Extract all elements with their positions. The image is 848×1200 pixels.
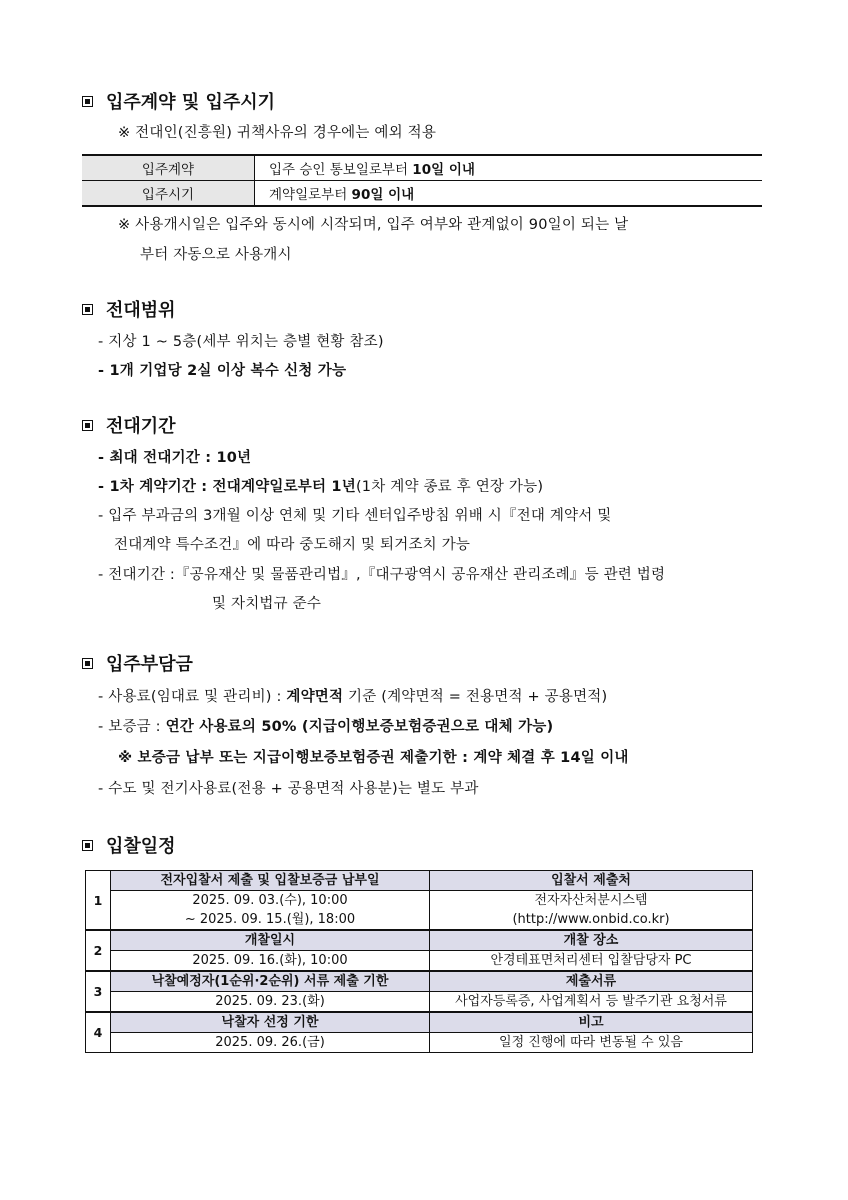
row-number: 4 [86,1012,111,1053]
scope-item: - 1개 기업당 2실 이상 복수 신청 가능 [98,363,347,379]
column-header: 비고 [430,1012,753,1033]
usage-note-line1: ※ 사용개시일은 입주와 동시에 시작되며, 입주 여부와 관계없이 90일이 되는 날 [118,217,629,233]
table-value: 계약일로부터 90일 이내 [255,181,763,207]
usage-note-line2: 부터 자동으로 사용개시 [140,247,292,263]
table-row [86,910,753,930]
schedule-table [85,870,753,1053]
section-title: 전대범위 [106,300,176,321]
period-item: - 1차 계약기간 : 전대계약일로부터 1년(1차 계약 종료 후 연장 가능) [98,479,544,495]
row-number: 3 [86,971,111,1012]
square-bullet-icon [82,658,93,669]
column-header: 개찰일시 [111,930,430,951]
table-cell: 2025. 09. 26.(금) [111,1033,430,1053]
section-heading-period [82,412,176,438]
table-cell: 안경테표면처리센터 입찰담당자 PC [430,951,753,972]
fee-item: - 수도 및 전기사용료(전용 + 공용면적 사용분)는 별도 부과 [98,781,479,797]
period-item-cont: 및 자치법규 준수 [212,596,322,612]
table-row [86,930,753,951]
table-cell: 2025. 09. 16.(화), 10:00 [111,951,430,972]
fee-item: - 보증금 : 연간 사용료의 50% (지급이행보증보험증권으로 대체 가능) [98,719,554,735]
square-bullet-icon [82,840,93,851]
period-item: - 입주 부과금의 3개월 이상 연체 및 기타 센터입주방침 위배 시『전대 계약서 및 [98,508,612,524]
table-row [82,181,762,207]
table-row [82,155,762,181]
column-header: 낙찰자 선정 기한 [111,1012,430,1033]
table-value: 입주 승인 통보일로부터 10일 이내 [255,155,763,181]
table-row [86,891,753,911]
table-cell: 전자자산처분시스템 [430,891,753,911]
table-row [86,1012,753,1033]
fee-note: ※ 보증금 납부 또는 지급이행보증보험증권 제출기한 : 계약 체결 후 14일 이내 [118,750,629,766]
section-title: 입찰일정 [106,836,176,857]
table-row [86,971,753,992]
section-heading-contract [82,88,275,114]
period-item: - 전대기간 :『공유재산 및 물품관리법』,『대구광역시 공유재산 관리조례』등 관련 법령 [98,567,666,583]
table-cell: 일정 진행에 따라 변동될 수 있음 [430,1033,753,1053]
table-row [86,1033,753,1053]
section-title: 입주부담금 [106,654,193,675]
section-title: 전대기간 [106,416,176,437]
table-row [86,951,753,972]
fee-item: - 사용료(임대료 및 관리비) : 계약면적 기준 (계약면적 = 전용면적 + 공용면적) [98,689,608,705]
period-item: - 최대 전대기간 : 10년 [98,450,252,466]
column-header: 개찰 장소 [430,930,753,951]
row-number: 2 [86,930,111,971]
table-row [86,992,753,1013]
period-item-cont: 전대계약 특수조건』에 따라 중도해지 및 퇴거조치 가능 [114,537,471,553]
table-cell: 2025. 09. 23.(화) [111,992,430,1013]
column-header: 전자입찰서 제출 및 입찰보증금 납부일 [111,871,430,891]
table-row [86,871,753,891]
column-header: 낙찰예정자(1순위·2순위) 서류 제출 기한 [111,971,430,992]
table-cell: 사업자등록증, 사업계획서 등 발주기관 요청서류 [430,992,753,1013]
square-bullet-icon [82,304,93,315]
table-label: 입주계약 [82,155,255,181]
column-header: 제출서류 [430,971,753,992]
section-heading-fee [82,650,193,676]
scope-item: - 지상 1 ~ 5층(세부 위치는 층별 현황 참조) [98,334,384,350]
row-number: 1 [86,871,111,931]
square-bullet-icon [82,420,93,431]
table-label: 입주시기 [82,181,255,207]
column-header: 입찰서 제출처 [430,871,753,891]
square-bullet-icon [82,96,93,107]
section-title: 입주계약 및 입주시기 [106,92,276,113]
section-heading-schedule [82,832,176,858]
contract-note: ※ 전대인(진흥원) 귀책사유의 경우에는 예외 적용 [118,125,437,141]
table-cell: ~ 2025. 09. 15.(월), 18:00 [111,910,430,930]
table-cell: 2025. 09. 03.(수), 10:00 [111,891,430,911]
contract-table [82,154,762,207]
table-cell: (http://www.onbid.co.kr) [430,910,753,930]
section-heading-scope [82,296,176,322]
